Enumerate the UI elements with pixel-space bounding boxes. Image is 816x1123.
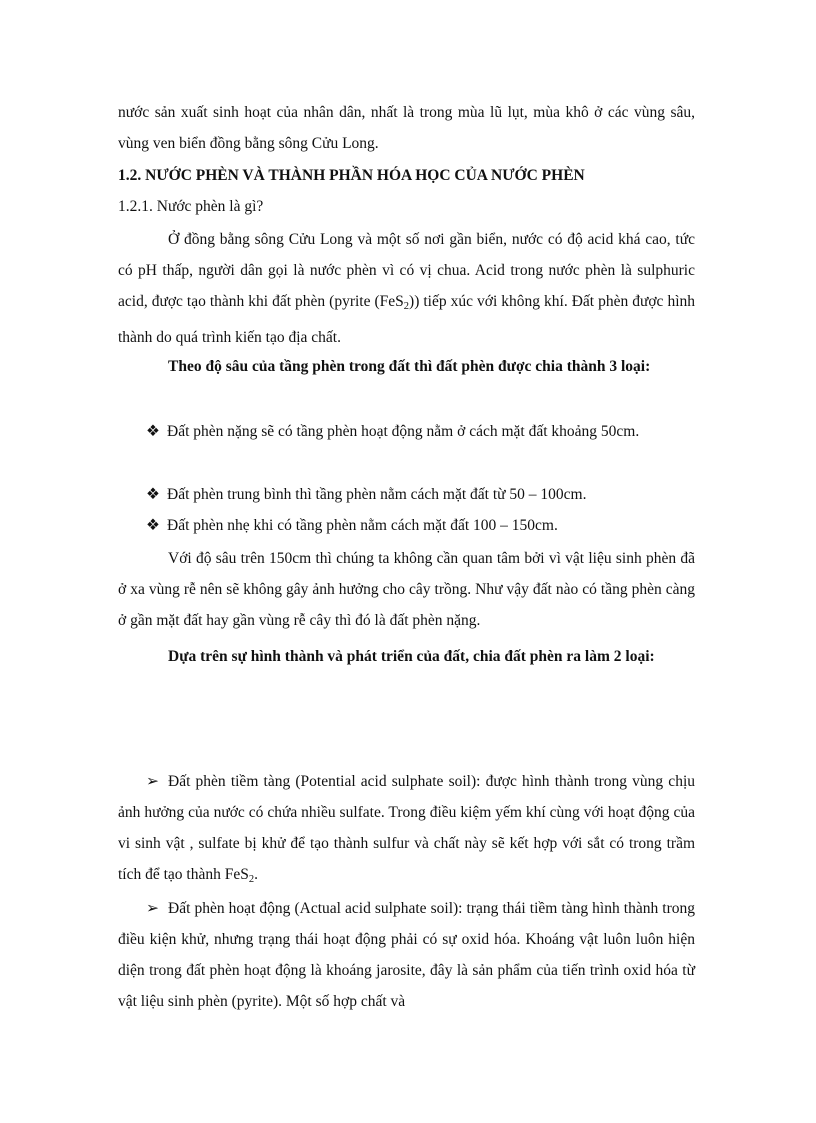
formation-item-text-a: Đất phèn tiềm tàng (Potential acid sulphate soil): được hình thành trong vùng chịu ảnh hưởng của nước có chứa nhiều sulfate. Trong điều kiệm yếm khí cùng với hoạt động của vi sinh vật , sulfate bị khử để tạo thành sulfur và chất này sẽ kết hợp với sắt có trong trầm tích để tạo thành FeS — [118, 773, 695, 883]
subscript-2: 2 — [403, 301, 410, 312]
section-heading: 1.2. NƯỚC PHÈN VÀ THÀNH PHẦN HÓA HỌC CỦA NƯỚC PHÈN — [118, 167, 585, 184]
intro-text: nước sản xuất sinh hoạt của nhân dân, nhất là trong mùa lũ lụt, mùa khô ở các vùng sâu, vùng ven biển đồng bằng sông Cửu Long. — [118, 104, 695, 152]
subsection-heading: 1.2.1. Nước phèn là gì? — [118, 198, 264, 215]
depth-classification-heading: Theo độ sâu của tầng phèn trong đất thì đất phèn được chia thành 3 loại: — [168, 358, 651, 375]
diamond-bullet-icon: ❖ — [146, 423, 160, 440]
arrow-bullet-icon: ➢ — [146, 900, 159, 917]
formation-item-text: Đất phèn hoạt động (Actual acid sulphate soil): trạng thái tiềm tàng hình thành trong điều kiện khử, nhưng trạng thái hoạt động phải có sự oxid hóa. Khoáng vật luôn luôn hiện diện trong đất phèn hoạt động là khoáng jarosite, đây là sản phẩm của tiến trình oxid hóa từ vật liệu sinh phèn (pyrite). Một số hợp chất và — [118, 900, 695, 1010]
formation-item-actual — [118, 893, 695, 1017]
depth-item-text: Đất phèn nhẹ khi có tầng phèn nằm cách mặt đất 100 – 150cm. — [167, 517, 558, 534]
depth-item-medium — [146, 479, 695, 510]
arrow-bullet-icon: ➢ — [146, 773, 159, 790]
depth-item-light — [146, 510, 695, 541]
depth-item-text: Đất phèn nặng sẽ có tầng phèn hoạt động nằm ở cách mặt đất khoảng 50cm. — [167, 423, 640, 440]
formation-item-potential — [118, 766, 695, 895]
paragraph-depth-note: Với độ sâu trên 150cm thì chúng ta không cần quan tâm bởi vì vật liệu sinh phèn đã ở xa vùng rễ nên sẽ không gây ảnh hưởng cho cây trồng. Như vậy đất nào có tầng phèn càng ở gần mặt đất hay gần vùng rễ cây thì đó là đất phèn nặng. — [118, 550, 695, 629]
paragraph-acid-water-text-b: )) tiếp xúc với không khí. Đất phèn được hình thành do quá trình kiến tạo địa chất. — [118, 293, 695, 346]
paragraph-acid-water-text-a: Ở đồng bằng sông Cửu Long và một số nơi gần biển, nước có độ acid khá cao, tức có pH thấp, người dân gọi là nước phèn vì có vị chua. Acid trong nước phèn là sulphuric acid, được tạo thành khi đất phèn (pyrite (FeS — [118, 231, 695, 310]
formation-item-text-b: . — [254, 866, 258, 883]
formation-classification-heading: Dựa trên sự hình thành và phát triển của đất, chia đất phèn ra làm 2 loại: — [168, 648, 655, 665]
depth-item-text: Đất phèn trung bình thì tầng phèn nằm cách mặt đất từ 50 – 100cm. — [167, 486, 587, 503]
depth-item-heavy — [146, 416, 695, 447]
subscript-2: 2 — [248, 874, 255, 885]
intro-paragraph — [118, 97, 695, 159]
paragraph-acid-water — [118, 224, 695, 353]
diamond-bullet-icon: ❖ — [146, 486, 160, 503]
diamond-bullet-icon: ❖ — [146, 517, 160, 534]
